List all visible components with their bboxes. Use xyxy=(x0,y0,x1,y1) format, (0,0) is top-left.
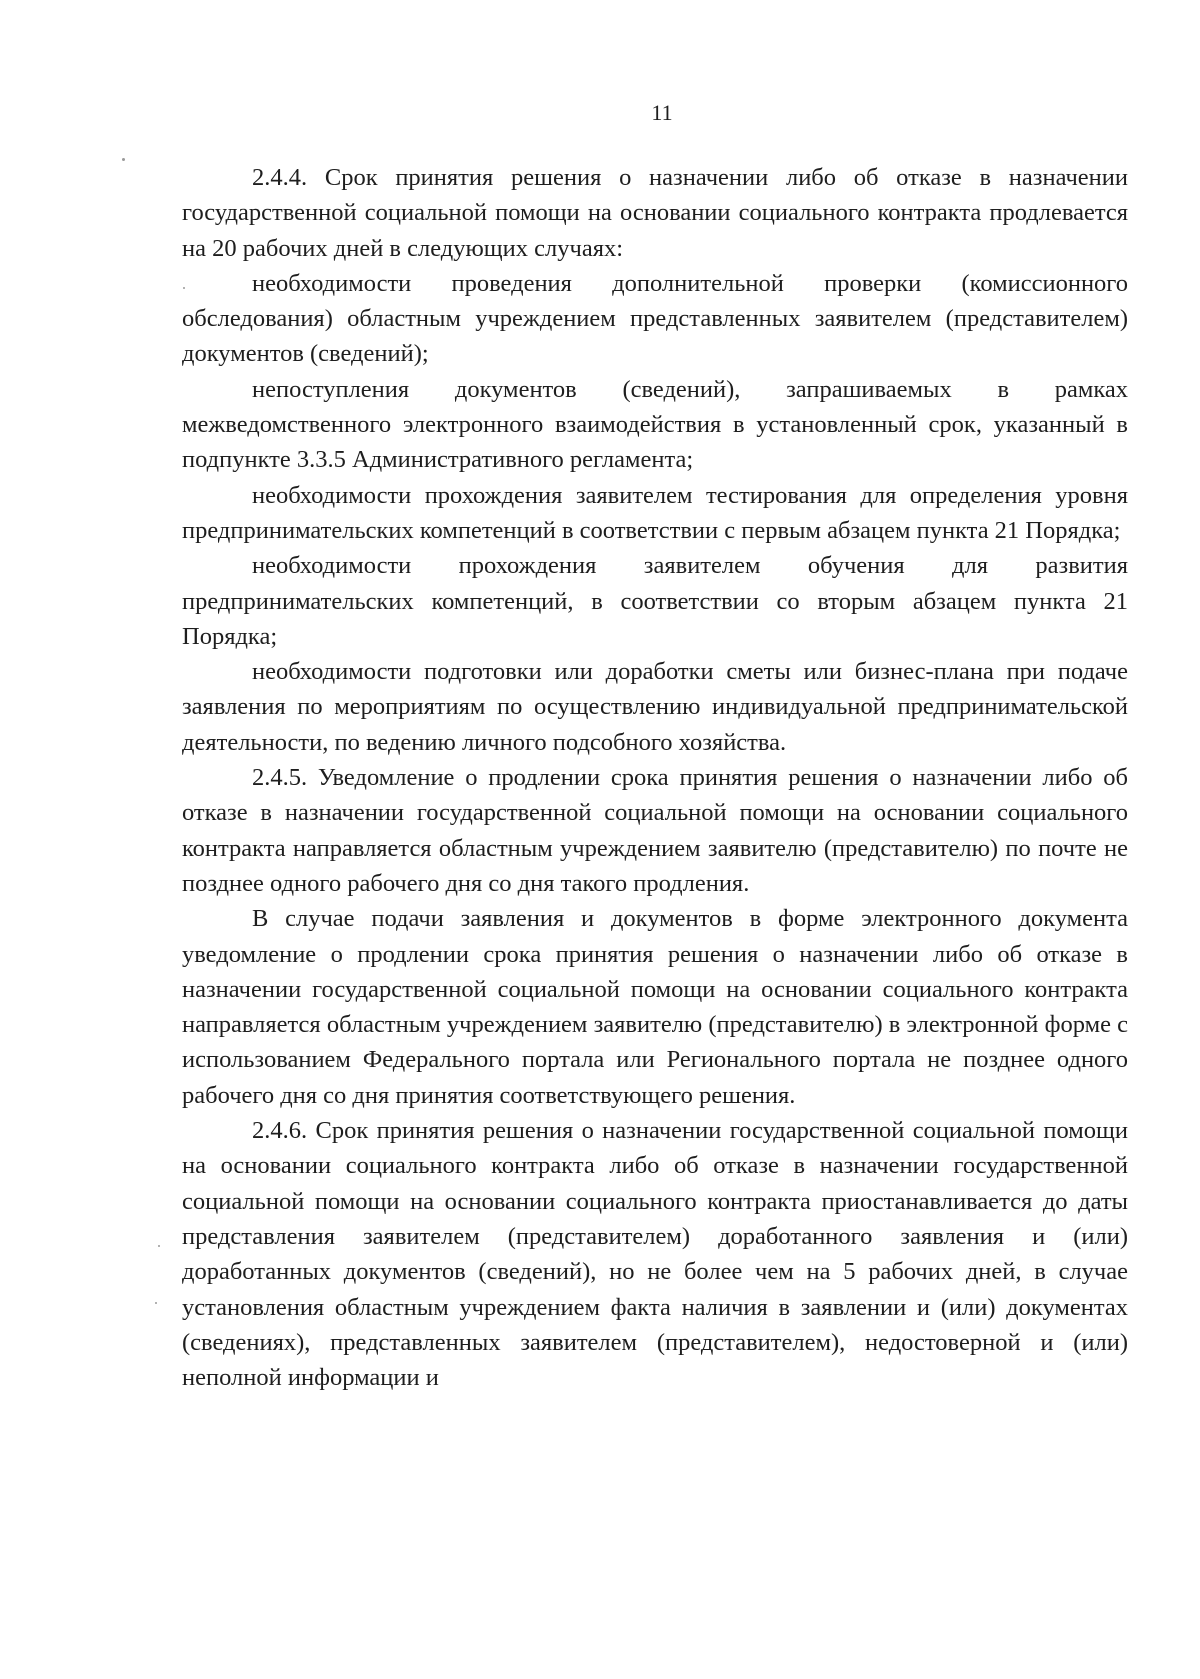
paragraph-electronic-notice: В случае подачи заявления и документов в форме электронного документа уведомление о продлении срока принятия решения о назначении либо об отказе в назначении государственной социальной помощи на основании социального контракта направляется областным учреждением заявителю (представителю) в электронной форме с использованием Федерального портала или Регионального портала не позднее одного рабочего дня со дня принятия соответствующего решения. xyxy=(182,905,1128,1109)
scan-speck xyxy=(155,1302,157,1304)
paragraph-case-verification: необходимости проведения дополнительной проверки (комиссионного обследования) областным учреждением представленных заявителем (представителем) документов (сведений); xyxy=(182,269,1128,368)
paragraph-case-training: необходимости прохождения заявителем обучения для развития предпринимательских компетенций, в соответствии со вторым абзацем пункта 21 Порядка; xyxy=(182,552,1128,650)
paragraph-2-4-5: 2.4.5. Уведомление о продлении срока принятия решения о назначении либо об отказе в назначении государственной социальной помощи на основании социального контракта направляется областным учреждением заявителю (представителю) по почте не позднее одного рабочего дня со дня такого продления. xyxy=(182,764,1128,897)
scan-speck xyxy=(122,158,125,161)
paragraph-case-testing: необходимости прохождения заявителем тестирования для определения уровня предпринимательских компетенций в соответствии с первым абзацем пункта 21 Порядка; xyxy=(182,481,1128,544)
page-number: 11 xyxy=(651,100,673,125)
paragraph-case-business-plan: необходимости подготовки или доработки сметы или бизнес-плана при подаче заявления по мероприятиям по осуществлению индивидуальной предпринимательской деятельности, по ведению личного подсобного хозяйства. xyxy=(182,658,1128,756)
paragraph-2-4-6: 2.4.6. Срок принятия решения о назначении государственной социальной помощи на основании социального контракта либо об отказе в назначении государственной социальной помощи на основании социального контракта приостанавливается до даты представления заявителем (представителем) доработанного заявления и (или) доработанных документов (сведений), но не более чем на 5 рабочих дней, в случае установления областным учреждением факта наличия в заявлении и (или) документах (сведениях), представленных заявителем (представителем), недостоверной и (или) неполной информации и xyxy=(182,1117,1128,1392)
document-body xyxy=(182,160,1128,1395)
scan-speck xyxy=(158,1245,160,1247)
paragraph-case-documents-not-received: непоступления документов (сведений), запрашиваемых в рамках межведомственного электронного взаимодействия в установленный срок, указанный в подпункте 3.3.5 Административного регламента; xyxy=(182,375,1128,474)
paragraph-2-4-4: 2.4.4. Срок принятия решения о назначении либо об отказе в назначении государственной социальной помощи на основании социального контракта продлевается на 20 рабочих дней в следующих случаях: xyxy=(182,164,1128,262)
